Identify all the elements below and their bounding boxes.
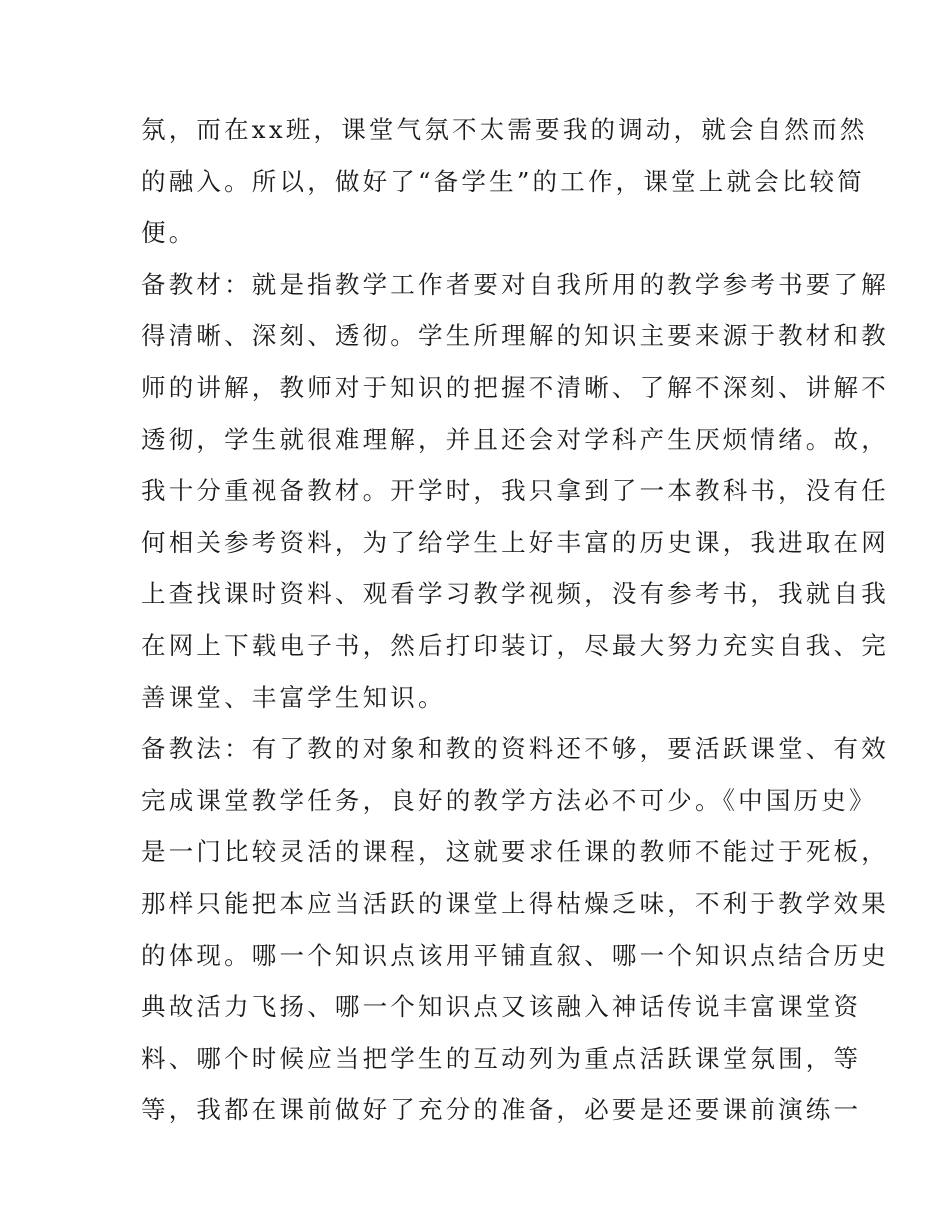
text-line: 典故活力飞扬、哪一个知识点又该融入神话传说丰富课堂资 <box>141 992 862 1022</box>
text-line: 的体现。哪一个知识点该用平铺直叙、哪一个知识点结合历史 <box>141 940 889 970</box>
text-line: 我十分重视备教材。开学时，我只拿到了一本教科书，没有任 <box>141 476 889 506</box>
document-body <box>141 110 889 1142</box>
text-line: 氛，而在xx班，课堂气氛不太需要我的调动，就会自然而然 <box>141 115 868 144</box>
text-line: 料、哪个时候应当把学生的互动列为重点活跃课堂氛围，等 <box>141 1043 862 1073</box>
text-line: 那样只能把本应当活跃的课堂上得枯燥乏味，不利于教学效果 <box>141 888 889 918</box>
text-line: 完成课堂教学任务，良好的教学方法必不可少。《中国历史》 <box>141 785 877 815</box>
text-line: 何相关参考资料，为了给学生上好丰富的历史课，我进取在网 <box>141 527 889 557</box>
text-line: 得清晰、深刻、透彻。学生所理解的知识主要来源于教材和教 <box>141 321 889 351</box>
text-line: 是一门比较灵活的课程，这就要求任课的教师不能过于死板， <box>141 837 889 867</box>
text-line: 等，我都在课前做好了充分的准备，必要是还要课前演练一 <box>141 1095 862 1125</box>
text-line: 备教材：就是指教学工作者要对自我所用的教学参考书要了解 <box>141 269 889 299</box>
text-line: 的融入。所以，做好了“备学生”的工作，课堂上就会比较简 <box>141 166 865 196</box>
text-line: 在网上下载电子书，然后打印装订，尽最大努力充实自我、完 <box>141 630 889 660</box>
text-line: 上查找课时资料、观看学习教学视频，没有参考书，我就自我 <box>141 579 889 609</box>
text-line: 善课堂、丰富学生知识。 <box>141 682 446 712</box>
text-line: 透彻，学生就很难理解，并且还会对学科产生厌烦情绪。故， <box>141 424 889 454</box>
text-line: 师的讲解，教师对于知识的把握不清晰、了解不深刻、讲解不 <box>141 372 889 402</box>
text-line: 便。 <box>141 218 197 248</box>
text-line: 备教法：有了教的对象和教的资料还不够，要活跃课堂、有效 <box>141 734 889 764</box>
